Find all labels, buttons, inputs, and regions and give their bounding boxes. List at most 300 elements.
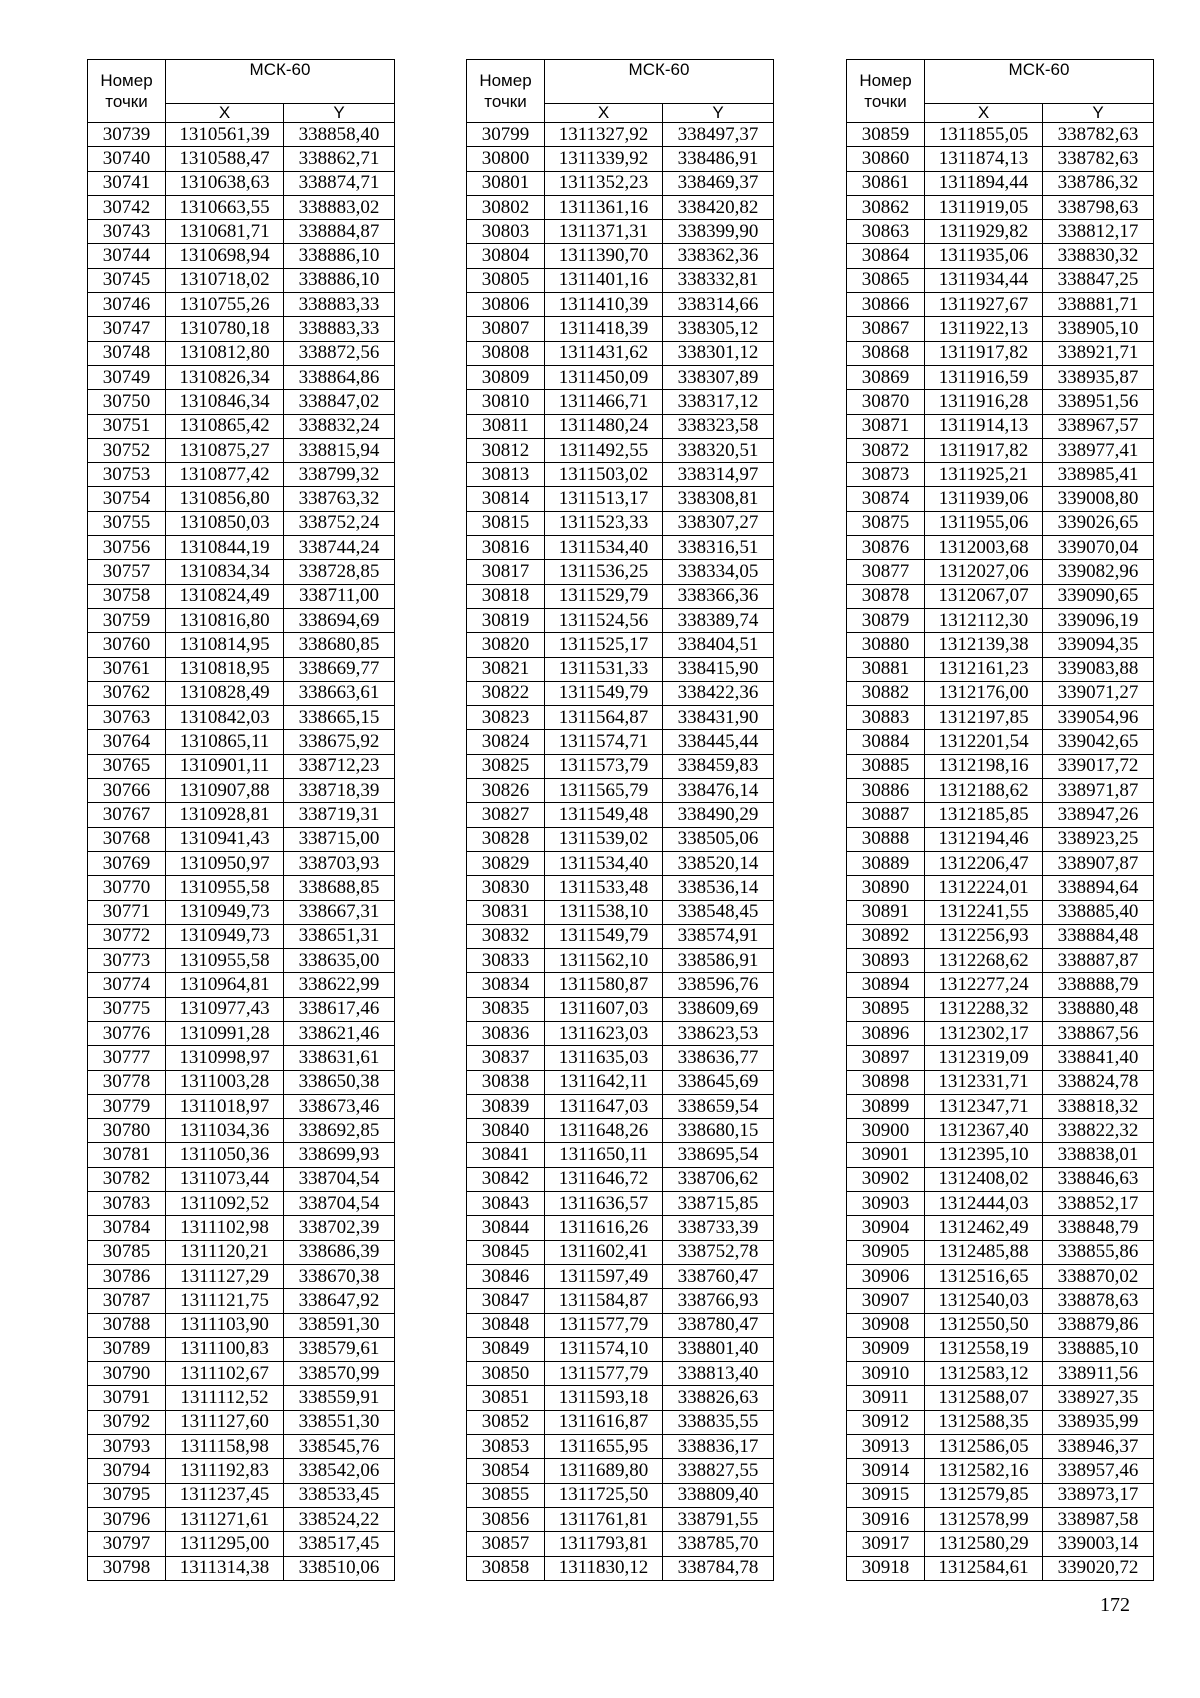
- point-number-cell: 30750: [88, 390, 166, 414]
- y-coordinate-cell: 338663,61: [284, 681, 395, 705]
- table-row: [467, 633, 774, 657]
- x-coordinate-cell: 1310950,97: [166, 851, 284, 875]
- point-number-cell: 30854: [467, 1459, 545, 1483]
- table-row: [847, 1021, 1154, 1045]
- point-number-cell: 30915: [847, 1483, 925, 1507]
- table-row: [88, 195, 395, 219]
- y-coordinate-cell: 338692,85: [284, 1119, 395, 1143]
- table-row: [847, 220, 1154, 244]
- x-coordinate-cell: 1310865,42: [166, 414, 284, 438]
- point-number-cell: 30859: [847, 123, 925, 147]
- table-row: [847, 827, 1154, 851]
- point-number-cell: 30748: [88, 341, 166, 365]
- point-number-cell: 30844: [467, 1216, 545, 1240]
- point-number-cell: 30883: [847, 706, 925, 730]
- point-number-cell: 30862: [847, 195, 925, 219]
- y-coordinate-cell: 338826,63: [663, 1386, 774, 1410]
- y-coordinate-cell: 338686,39: [284, 1240, 395, 1264]
- point-number-cell: 30842: [467, 1167, 545, 1191]
- table-row: [88, 730, 395, 754]
- x-coordinate-cell: 1310856,80: [166, 487, 284, 511]
- y-coordinate-cell: 338320,51: [663, 438, 774, 462]
- table-row: [847, 681, 1154, 705]
- table-row: [467, 1459, 774, 1483]
- x-coordinate-cell: 1310814,95: [166, 633, 284, 657]
- y-coordinate-cell: 338670,38: [284, 1264, 395, 1288]
- point-number-cell: 30746: [88, 293, 166, 317]
- y-coordinate-cell: 338486,91: [663, 147, 774, 171]
- y-coordinate-cell: 338921,71: [1043, 341, 1154, 365]
- x-coordinate-cell: 1311597,49: [545, 1264, 663, 1288]
- table-row: [88, 1556, 395, 1580]
- y-coordinate-cell: 338744,24: [284, 536, 395, 560]
- y-coordinate-cell: 338809,40: [663, 1483, 774, 1507]
- x-coordinate-cell: 1310865,11: [166, 730, 284, 754]
- point-number-cell: 30884: [847, 730, 925, 754]
- y-coordinate-cell: 338852,17: [1043, 1192, 1154, 1216]
- table-row: [467, 1289, 774, 1313]
- y-coordinate-cell: 338881,71: [1043, 293, 1154, 317]
- table-row: [847, 779, 1154, 803]
- x-coordinate-cell: 1312588,35: [925, 1410, 1043, 1434]
- y-coordinate-cell: 338864,86: [284, 365, 395, 389]
- table-row: [467, 706, 774, 730]
- x-coordinate-cell: 1310812,80: [166, 341, 284, 365]
- x-coordinate-cell: 1311536,25: [545, 560, 663, 584]
- table-row: [467, 876, 774, 900]
- y-coordinate-cell: 338621,46: [284, 1021, 395, 1045]
- x-coordinate-cell: 1311092,52: [166, 1192, 284, 1216]
- x-coordinate-cell: 1311549,79: [545, 681, 663, 705]
- table-row: [847, 341, 1154, 365]
- point-number-cell: 30885: [847, 754, 925, 778]
- x-coordinate-cell: 1311636,57: [545, 1192, 663, 1216]
- point-number-cell: 30774: [88, 973, 166, 997]
- x-coordinate-cell: 1311655,95: [545, 1435, 663, 1459]
- y-coordinate-cell: 338894,64: [1043, 876, 1154, 900]
- x-coordinate-cell: 1311450,09: [545, 365, 663, 389]
- point-number-cell: 30822: [467, 681, 545, 705]
- table-row: [467, 803, 774, 827]
- table-row: [88, 754, 395, 778]
- table-row: [467, 390, 774, 414]
- table-row: [847, 1386, 1154, 1410]
- y-coordinate-cell: 338812,17: [1043, 220, 1154, 244]
- y-coordinate-cell: 338973,17: [1043, 1483, 1154, 1507]
- point-number-cell: 30817: [467, 560, 545, 584]
- point-number-header-line2: точки: [105, 92, 148, 111]
- y-coordinate-cell: 338883,33: [284, 317, 395, 341]
- x-coordinate-cell: 1312347,71: [925, 1094, 1043, 1118]
- table-row: [467, 1264, 774, 1288]
- table-row: [467, 1483, 774, 1507]
- y-coordinate-cell: 338420,82: [663, 195, 774, 219]
- table-row: [88, 1021, 395, 1045]
- y-coordinate-cell: 338520,14: [663, 851, 774, 875]
- table-row: [88, 220, 395, 244]
- y-coordinate-cell: 338636,77: [663, 1046, 774, 1070]
- table-row: [467, 1532, 774, 1556]
- point-number-cell: 30778: [88, 1070, 166, 1094]
- y-coordinate-cell: 338884,87: [284, 220, 395, 244]
- point-number-cell: 30828: [467, 827, 545, 851]
- point-number-cell: 30823: [467, 706, 545, 730]
- table-row: [88, 511, 395, 535]
- table-row: [88, 681, 395, 705]
- point-number-cell: 30789: [88, 1337, 166, 1361]
- point-number-header: [467, 60, 545, 123]
- coordinates-table-1: [87, 59, 395, 1581]
- y-coordinate-cell: 338459,83: [663, 754, 774, 778]
- point-number-cell: 30880: [847, 633, 925, 657]
- x-coordinate-cell: 1311003,28: [166, 1070, 284, 1094]
- coordinate-system-header: МСК-60: [545, 60, 774, 104]
- table-row: [847, 293, 1154, 317]
- point-number-cell: 30767: [88, 803, 166, 827]
- x-coordinate-cell: 1311533,48: [545, 876, 663, 900]
- point-number-cell: 30841: [467, 1143, 545, 1167]
- x-coordinate-cell: 1310828,49: [166, 681, 284, 705]
- table-row: [467, 220, 774, 244]
- point-number-cell: 30877: [847, 560, 925, 584]
- table-row: [467, 973, 774, 997]
- table-row: [847, 438, 1154, 462]
- x-coordinate-cell: 1312444,03: [925, 1192, 1043, 1216]
- y-coordinate-cell: 338923,25: [1043, 827, 1154, 851]
- x-coordinate-cell: 1311034,36: [166, 1119, 284, 1143]
- x-coordinate-cell: 1311855,05: [925, 123, 1043, 147]
- table-row: [847, 876, 1154, 900]
- table-row: [467, 779, 774, 803]
- y-coordinate-cell: 338665,15: [284, 706, 395, 730]
- y-coordinate-cell: 339083,88: [1043, 657, 1154, 681]
- point-number-cell: 30810: [467, 390, 545, 414]
- y-coordinate-cell: 338301,12: [663, 341, 774, 365]
- x-column-header: X: [925, 104, 1043, 123]
- x-coordinate-cell: 1312201,54: [925, 730, 1043, 754]
- point-number-cell: 30874: [847, 487, 925, 511]
- point-number-cell: 30914: [847, 1459, 925, 1483]
- x-coordinate-cell: 1310955,58: [166, 876, 284, 900]
- point-number-cell: 30875: [847, 511, 925, 535]
- table-row: [88, 924, 395, 948]
- point-number-cell: 30881: [847, 657, 925, 681]
- point-number-header: [847, 60, 925, 123]
- point-number-cell: 30777: [88, 1046, 166, 1070]
- point-number-cell: 30886: [847, 779, 925, 803]
- y-coordinate-cell: 338880,48: [1043, 997, 1154, 1021]
- x-coordinate-cell: 1311271,61: [166, 1507, 284, 1531]
- y-coordinate-cell: 338782,63: [1043, 147, 1154, 171]
- y-coordinate-cell: 338497,37: [663, 123, 774, 147]
- table-row: [847, 1216, 1154, 1240]
- x-coordinate-cell: 1311390,70: [545, 244, 663, 268]
- y-coordinate-cell: 338911,56: [1043, 1362, 1154, 1386]
- point-number-cell: 30845: [467, 1240, 545, 1264]
- table-row: [88, 657, 395, 681]
- table-row: [467, 293, 774, 317]
- x-coordinate-cell: 1311531,33: [545, 657, 663, 681]
- y-coordinate-cell: 338798,63: [1043, 195, 1154, 219]
- point-number-cell: 30849: [467, 1337, 545, 1361]
- x-coordinate-cell: 1311761,81: [545, 1507, 663, 1531]
- y-coordinate-cell: 338927,35: [1043, 1386, 1154, 1410]
- point-number-cell: 30819: [467, 608, 545, 632]
- y-coordinate-cell: 338490,29: [663, 803, 774, 827]
- table-row: [467, 900, 774, 924]
- point-number-cell: 30906: [847, 1264, 925, 1288]
- table-row: [88, 1337, 395, 1361]
- y-coordinate-cell: 338711,00: [284, 584, 395, 608]
- point-number-cell: 30852: [467, 1410, 545, 1434]
- point-number-cell: 30843: [467, 1192, 545, 1216]
- x-coordinate-cell: 1310638,63: [166, 171, 284, 195]
- point-number-cell: 30889: [847, 851, 925, 875]
- point-number-cell: 30897: [847, 1046, 925, 1070]
- x-coordinate-cell: 1311492,55: [545, 438, 663, 462]
- x-coordinate-cell: 1312584,61: [925, 1556, 1043, 1580]
- table-row: [467, 754, 774, 778]
- x-coordinate-cell: 1312241,55: [925, 900, 1043, 924]
- y-coordinate-cell: 338887,87: [1043, 949, 1154, 973]
- x-coordinate-cell: 1312582,16: [925, 1459, 1043, 1483]
- y-coordinate-cell: 338332,81: [663, 268, 774, 292]
- table-row: [88, 317, 395, 341]
- table-row: [467, 560, 774, 584]
- y-coordinate-cell: 338888,79: [1043, 973, 1154, 997]
- table-row: [847, 803, 1154, 827]
- y-coordinate-cell: 338733,39: [663, 1216, 774, 1240]
- y-column-header: Y: [284, 104, 395, 123]
- point-number-cell: 30787: [88, 1289, 166, 1313]
- point-number-cell: 30742: [88, 195, 166, 219]
- y-coordinate-cell: 338815,94: [284, 438, 395, 462]
- x-coordinate-cell: 1312578,99: [925, 1507, 1043, 1531]
- y-coordinate-cell: 338946,37: [1043, 1435, 1154, 1459]
- point-number-cell: 30816: [467, 536, 545, 560]
- point-number-cell: 30899: [847, 1094, 925, 1118]
- y-coordinate-cell: 338846,63: [1043, 1167, 1154, 1191]
- table-row: [467, 1337, 774, 1361]
- x-coordinate-cell: 1312579,85: [925, 1483, 1043, 1507]
- x-coordinate-cell: 1310998,97: [166, 1046, 284, 1070]
- point-number-cell: 30863: [847, 220, 925, 244]
- y-coordinate-cell: 338469,37: [663, 171, 774, 195]
- y-coordinate-cell: 338695,54: [663, 1143, 774, 1167]
- point-number-cell: 30851: [467, 1386, 545, 1410]
- point-number-cell: 30909: [847, 1337, 925, 1361]
- x-coordinate-cell: 1311935,06: [925, 244, 1043, 268]
- y-coordinate-cell: 338935,99: [1043, 1410, 1154, 1434]
- point-number-cell: 30837: [467, 1046, 545, 1070]
- table-row: [88, 1216, 395, 1240]
- x-coordinate-cell: 1311925,21: [925, 463, 1043, 487]
- x-coordinate-cell: 1312588,07: [925, 1386, 1043, 1410]
- x-coordinate-cell: 1311593,18: [545, 1386, 663, 1410]
- x-coordinate-cell: 1312540,03: [925, 1289, 1043, 1313]
- y-coordinate-cell: 338818,32: [1043, 1094, 1154, 1118]
- y-coordinate-cell: 338885,10: [1043, 1337, 1154, 1361]
- point-number-cell: 30739: [88, 123, 166, 147]
- y-coordinate-cell: 339042,65: [1043, 730, 1154, 754]
- x-coordinate-cell: 1311361,16: [545, 195, 663, 219]
- x-coordinate-cell: 1310755,26: [166, 293, 284, 317]
- table-row: [88, 949, 395, 973]
- table-row: [467, 584, 774, 608]
- x-coordinate-cell: 1311431,62: [545, 341, 663, 365]
- x-coordinate-cell: 1311102,67: [166, 1362, 284, 1386]
- point-number-cell: 30798: [88, 1556, 166, 1580]
- point-number-cell: 30827: [467, 803, 545, 827]
- table-row: [467, 487, 774, 511]
- point-number-header-line2: точки: [864, 92, 907, 111]
- point-number-cell: 30888: [847, 827, 925, 851]
- table-row: [847, 268, 1154, 292]
- table-row: [847, 706, 1154, 730]
- point-number-cell: 30873: [847, 463, 925, 487]
- x-coordinate-cell: 1311192,83: [166, 1459, 284, 1483]
- x-coordinate-cell: 1311401,16: [545, 268, 663, 292]
- x-coordinate-cell: 1310824,49: [166, 584, 284, 608]
- table-row: [847, 1459, 1154, 1483]
- y-coordinate-cell: 338947,26: [1043, 803, 1154, 827]
- point-number-cell: 30838: [467, 1070, 545, 1094]
- table-row: [88, 1070, 395, 1094]
- x-coordinate-cell: 1310561,39: [166, 123, 284, 147]
- point-number-cell: 30905: [847, 1240, 925, 1264]
- x-coordinate-cell: 1311564,87: [545, 706, 663, 730]
- point-number-cell: 30754: [88, 487, 166, 511]
- x-coordinate-cell: 1311327,92: [545, 123, 663, 147]
- y-coordinate-cell: 338715,85: [663, 1192, 774, 1216]
- table-row: [847, 511, 1154, 535]
- point-number-cell: 30913: [847, 1435, 925, 1459]
- y-coordinate-cell: 338596,76: [663, 973, 774, 997]
- x-coordinate-cell: 1312319,09: [925, 1046, 1043, 1070]
- x-coordinate-cell: 1310588,47: [166, 147, 284, 171]
- table-row: [467, 1094, 774, 1118]
- x-coordinate-cell: 1311574,71: [545, 730, 663, 754]
- point-number-cell: 30912: [847, 1410, 925, 1434]
- x-coordinate-cell: 1312302,17: [925, 1021, 1043, 1045]
- table-row: [847, 997, 1154, 1021]
- x-coordinate-cell: 1311524,56: [545, 608, 663, 632]
- x-coordinate-cell: 1312408,02: [925, 1167, 1043, 1191]
- point-number-cell: 30865: [847, 268, 925, 292]
- y-coordinate-cell: 338719,31: [284, 803, 395, 827]
- y-coordinate-cell: 339094,35: [1043, 633, 1154, 657]
- point-number-cell: 30868: [847, 341, 925, 365]
- x-coordinate-cell: 1310663,55: [166, 195, 284, 219]
- y-coordinate-cell: 339017,72: [1043, 754, 1154, 778]
- y-coordinate-cell: 338878,63: [1043, 1289, 1154, 1313]
- x-coordinate-cell: 1310780,18: [166, 317, 284, 341]
- table-row: [467, 924, 774, 948]
- point-number-cell: 30795: [88, 1483, 166, 1507]
- point-number-cell: 30890: [847, 876, 925, 900]
- point-number-cell: 30846: [467, 1264, 545, 1288]
- y-coordinate-cell: 338305,12: [663, 317, 774, 341]
- point-number-cell: 30820: [467, 633, 545, 657]
- x-coordinate-cell: 1311295,00: [166, 1532, 284, 1556]
- y-coordinate-cell: 338985,41: [1043, 463, 1154, 487]
- point-number-cell: 30747: [88, 317, 166, 341]
- point-number-header: [88, 60, 166, 123]
- table-row: [88, 1094, 395, 1118]
- point-number-cell: 30910: [847, 1362, 925, 1386]
- table-row: [847, 754, 1154, 778]
- y-coordinate-cell: 338885,40: [1043, 900, 1154, 924]
- x-coordinate-cell: 1311503,02: [545, 463, 663, 487]
- x-column-header: X: [545, 104, 663, 123]
- x-coordinate-cell: 1311102,98: [166, 1216, 284, 1240]
- point-number-cell: 30751: [88, 414, 166, 438]
- point-number-cell: 30766: [88, 779, 166, 803]
- table-row: [88, 997, 395, 1021]
- y-coordinate-cell: 338505,06: [663, 827, 774, 851]
- x-coordinate-cell: 1312194,46: [925, 827, 1043, 851]
- point-number-cell: 30806: [467, 293, 545, 317]
- x-coordinate-cell: 1311650,11: [545, 1143, 663, 1167]
- table-row: [847, 171, 1154, 195]
- y-coordinate-cell: 338884,48: [1043, 924, 1154, 948]
- x-coordinate-cell: 1310846,34: [166, 390, 284, 414]
- y-coordinate-cell: 338548,45: [663, 900, 774, 924]
- point-number-cell: 30782: [88, 1167, 166, 1191]
- y-coordinate-cell: 338703,93: [284, 851, 395, 875]
- x-coordinate-cell: 1311018,97: [166, 1094, 284, 1118]
- table-row: [847, 414, 1154, 438]
- y-coordinate-cell: 338838,01: [1043, 1143, 1154, 1167]
- y-coordinate-cell: 338712,23: [284, 754, 395, 778]
- x-coordinate-cell: 1310844,19: [166, 536, 284, 560]
- x-coordinate-cell: 1312277,24: [925, 973, 1043, 997]
- x-coordinate-cell: 1311689,80: [545, 1459, 663, 1483]
- table-row: [88, 779, 395, 803]
- point-number-cell: 30834: [467, 973, 545, 997]
- table-row: [88, 341, 395, 365]
- table-row: [467, 365, 774, 389]
- point-number-cell: 30780: [88, 1119, 166, 1143]
- table-row: [847, 1167, 1154, 1191]
- point-number-cell: 30896: [847, 1021, 925, 1045]
- x-coordinate-cell: 1311917,82: [925, 438, 1043, 462]
- y-coordinate-cell: 338835,55: [663, 1410, 774, 1434]
- point-number-cell: 30768: [88, 827, 166, 851]
- y-coordinate-cell: 338847,02: [284, 390, 395, 414]
- point-number-cell: 30785: [88, 1240, 166, 1264]
- point-number-cell: 30804: [467, 244, 545, 268]
- x-coordinate-cell: 1312550,50: [925, 1313, 1043, 1337]
- y-coordinate-cell: 338366,36: [663, 584, 774, 608]
- x-coordinate-cell: 1311939,06: [925, 487, 1043, 511]
- y-column-header: Y: [663, 104, 774, 123]
- table-row: [88, 1192, 395, 1216]
- point-number-cell: 30790: [88, 1362, 166, 1386]
- x-coordinate-cell: 1311529,79: [545, 584, 663, 608]
- point-number-cell: 30793: [88, 1435, 166, 1459]
- y-coordinate-cell: 338570,99: [284, 1362, 395, 1386]
- x-coordinate-cell: 1311919,05: [925, 195, 1043, 219]
- y-coordinate-cell: 338399,90: [663, 220, 774, 244]
- table-row: [467, 341, 774, 365]
- y-coordinate-cell: 339003,14: [1043, 1532, 1154, 1556]
- x-coordinate-cell: 1310955,58: [166, 949, 284, 973]
- table-row: [467, 536, 774, 560]
- point-number-cell: 30811: [467, 414, 545, 438]
- x-coordinate-cell: 1312112,30: [925, 608, 1043, 632]
- table-row: [467, 1046, 774, 1070]
